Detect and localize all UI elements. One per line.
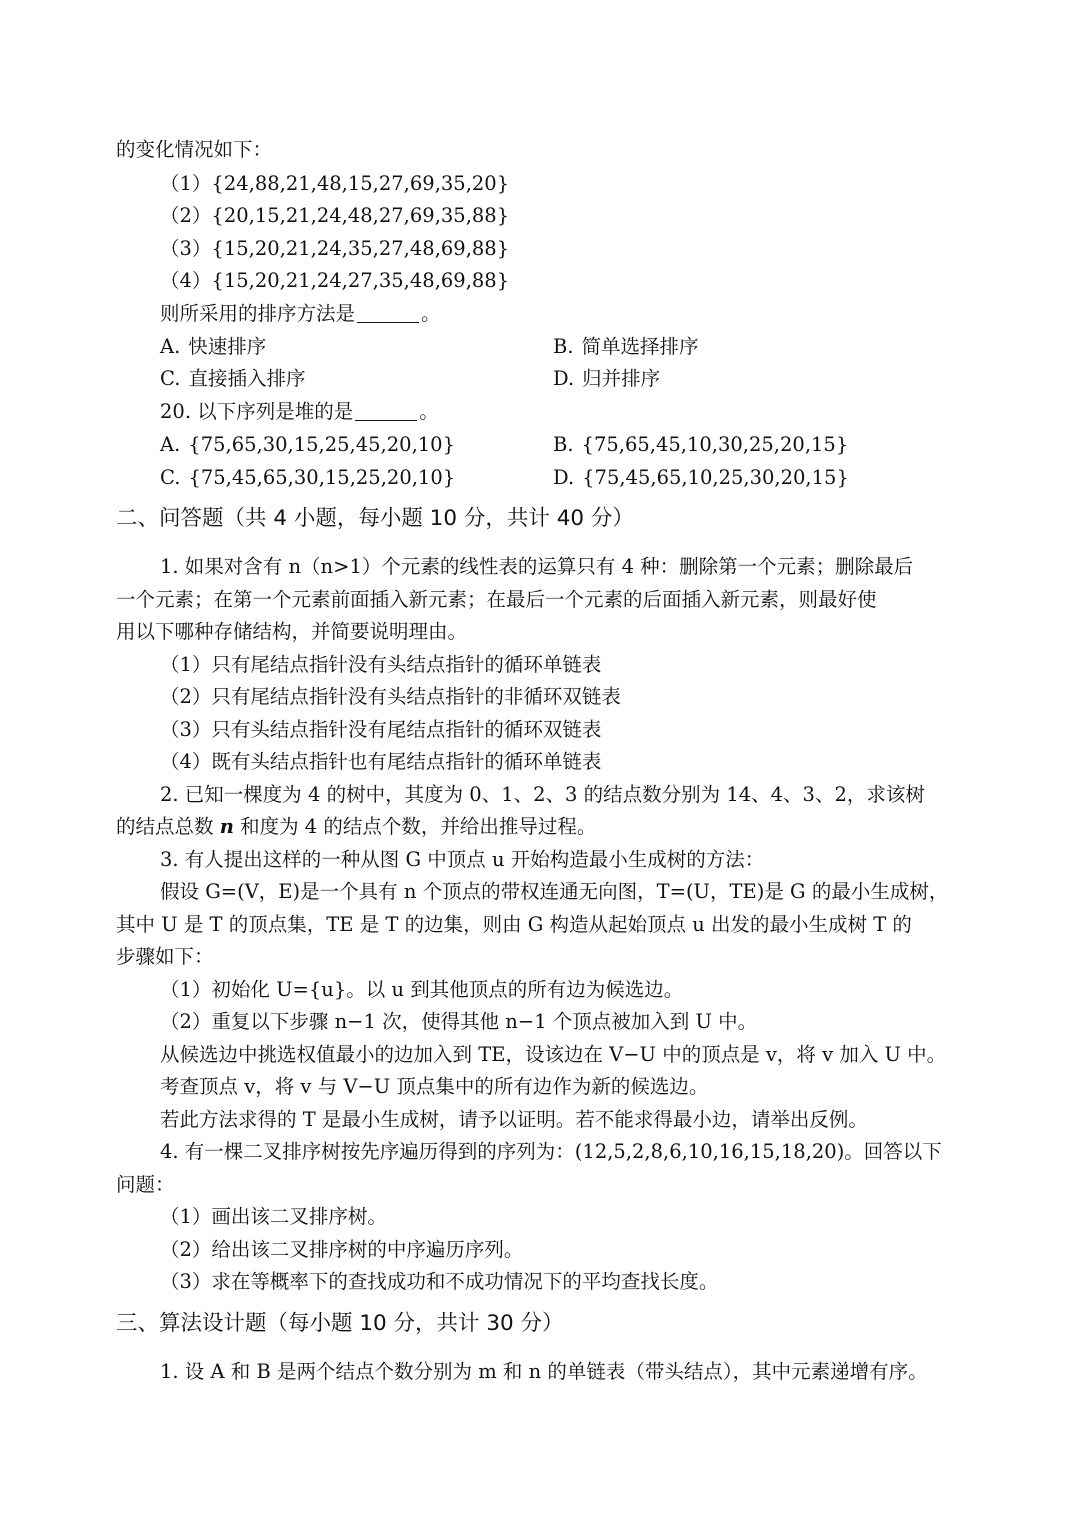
s2-q3-line-3: 其中 U 是 T 的顶点集，TE 是 T 的边集，则由 G 构造从起始顶点 u 出发的最小生成树 T 的: [116, 913, 912, 936]
s2-q2-text-a: 的结点总数: [116, 815, 220, 838]
s2-q4-item-2: （2）给出该二叉排序树的中序遍历序列。: [160, 1238, 524, 1261]
s2-q1-line-1: 1. 如果对含有 n（n>1）个元素的线性表的运算只有 4 种：删除第一个元素；删除最后: [160, 555, 914, 578]
section-heading-algorithm-design: 三、算法设计题（每小题 10 分，共计 30 分）: [116, 1311, 564, 1336]
s2-q1-item-3: （3）只有头结点指针没有尾结点指针的循环双链表: [160, 718, 602, 741]
intro-continuation: 的变化情况如下：: [116, 138, 273, 161]
option-text: 归并排序: [582, 367, 661, 390]
sequence-step-4: （4）{15,20,21,24,27,35,48,69,88}: [160, 269, 510, 292]
q20-question: [160, 396, 439, 428]
option-text: 直接插入排序: [188, 367, 306, 390]
option-text: {75,45,65,10,25,30,20,15}: [582, 466, 849, 489]
s2-q3-line-1: 3. 有人提出这样的一种从图 G 中顶点 u 开始构造最小生成树的方法：: [160, 848, 765, 871]
option-label: C.: [160, 367, 181, 390]
s2-q1-item-1: （1）只有尾结点指针没有头结点指针的循环单链表: [160, 653, 602, 676]
s2-q3-sub-line-3: 若此方法求得的 T 是最小生成树，请予以证明。若不能求得最小边，请举出反例。: [160, 1108, 868, 1131]
q19-question-text: 则所采用的排序方法是: [160, 302, 356, 325]
sequence-step-1: （1）{24,88,21,48,15,27,69,35,20}: [160, 172, 510, 195]
q19-question: [160, 298, 441, 330]
option-label: D.: [553, 466, 575, 489]
section-heading-short-answer: 二、问答题（共 4 小题，每小题 10 分，共计 40 分）: [116, 506, 634, 531]
option-text: {75,65,45,10,30,25,20,15}: [581, 433, 849, 456]
q19-option-b: [553, 331, 699, 363]
option-label: C.: [160, 466, 181, 489]
s2-q1-line-2: 一个元素；在第一个元素前面插入新元素；在最后一个元素的后面插入新元素，则最好使: [116, 588, 877, 611]
q19-option-d: [553, 363, 660, 395]
s2-q2-text-b: 和度为 4 的结点个数，并给出推导过程。: [233, 815, 597, 838]
answer-blank: [355, 400, 417, 421]
option-label: B.: [553, 433, 574, 456]
q20-option-d: [553, 462, 849, 494]
s2-q3-item-1: （1）初始化 U={u}。以 u 到其他顶点的所有边为候选边。: [160, 978, 684, 1001]
s2-q3-line-4: 步骤如下：: [116, 945, 214, 968]
s2-q1-item-2: （2）只有尾结点指针没有头结点指针的非循环双链表: [160, 685, 621, 708]
q20-option-c: [160, 462, 455, 494]
s3-q1-line-1: 1. 设 A 和 B 是两个结点个数分别为 m 和 n 的单链表（带头结点），其中元素递增有序。: [160, 1360, 928, 1383]
s2-q4-item-3: （3）求在等概率下的查找成功和不成功情况下的平均查找长度。: [160, 1270, 719, 1293]
s2-q4-line-1: 4. 有一棵二叉排序树按先序遍历得到的序列为：(12,5,2,8,6,10,16,15,18,20)。回答以下: [160, 1140, 942, 1163]
option-label: A.: [160, 335, 181, 358]
s2-q4-item-1: （1）画出该二叉排序树。: [160, 1205, 387, 1228]
s2-q2-line-1: 2. 已知一棵度为 4 的树中，其度为 0、1、2、3 的结点数分别为 14、4、3、2，求该树: [160, 783, 925, 806]
s2-q3-item-2: （2）重复以下步骤 n−1 次，使得其他 n−1 个顶点被加入到 U 中。: [160, 1010, 758, 1033]
option-text: {75,65,30,15,25,45,20,10}: [188, 433, 455, 456]
s2-q2-line-2: [116, 811, 596, 843]
s2-q4-line-2: 问题：: [116, 1173, 175, 1196]
option-text: 简单选择排序: [581, 335, 699, 358]
answer-blank: [357, 302, 419, 323]
option-text: 快速排序: [188, 335, 267, 358]
s2-q3-sub-line-2: 考查顶点 v，将 v 与 V−U 顶点集中的所有边作为新的候选边。: [160, 1075, 709, 1098]
q20-option-b: [553, 429, 848, 461]
option-label: B.: [553, 335, 574, 358]
sequence-step-2: （2）{20,15,21,24,48,27,69,35,88}: [160, 204, 510, 227]
q19-option-c: [160, 363, 305, 395]
q20-option-a: [160, 429, 455, 461]
variable-n: n: [219, 815, 234, 838]
option-label: A.: [160, 433, 181, 456]
sequence-step-3: （3）{15,20,21,24,35,27,48,69,88}: [160, 237, 510, 260]
option-label: D.: [553, 367, 575, 390]
q19-question-end: 。: [421, 302, 441, 325]
q20-question-text: 20. 以下序列是堆的是: [160, 400, 354, 423]
q19-option-a: [160, 331, 266, 363]
q20-question-end: 。: [419, 400, 439, 423]
s2-q1-item-4: （4）既有头结点指针也有尾结点指针的循环单链表: [160, 750, 602, 773]
option-text: {75,45,65,30,15,25,20,10}: [188, 466, 456, 489]
s2-q3-line-2: 假设 G=(V，E)是一个具有 n 个顶点的带权连通无向图，T=(U，TE)是 G 的最小生成树，: [160, 880, 949, 903]
s2-q1-line-3: 用以下哪种存储结构，并简要说明理由。: [116, 620, 468, 643]
s2-q3-sub-line-1: 从候选边中挑选权值最小的边加入到 TE，设该边在 V−U 中的顶点是 v，将 v 加入 U 中。: [160, 1043, 947, 1066]
